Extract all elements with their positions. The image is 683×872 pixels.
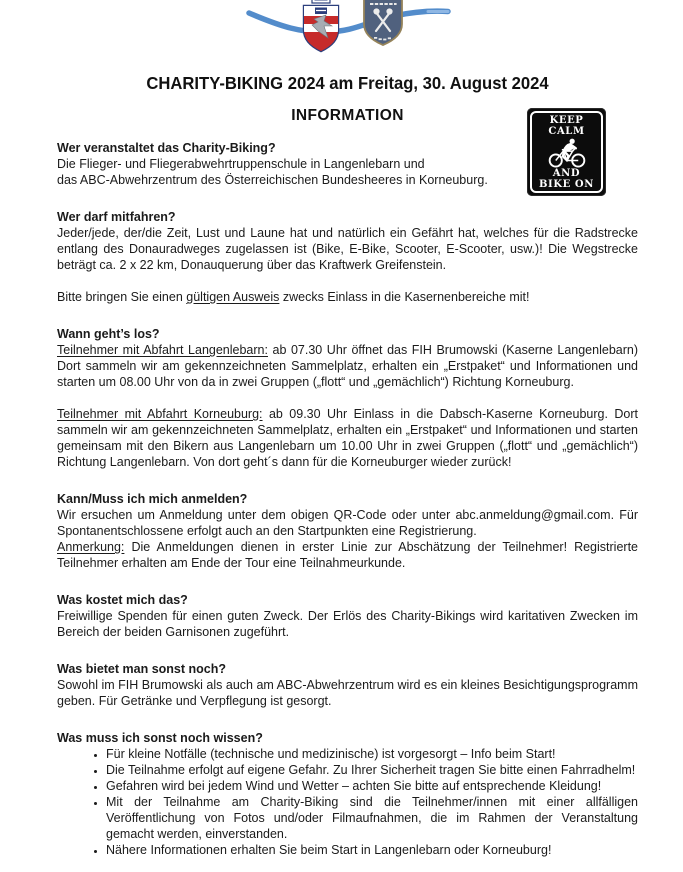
section-heading: Wer veranstaltet das Charity-Biking? <box>57 141 276 155</box>
bullet-item: • Gefahren wird bei jedem Wind und Wetter – achten Sie bitte auf entsprechende Kleidung! <box>106 778 638 794</box>
section-kosten <box>57 592 638 640</box>
text-run: ab 07.30 Uhr öffnet das FIH Brumowski (Kaserne Langenlebarn) Dort sammeln wir am gekennzeichneten Sammelplatz, erhalten ein „Erstpaket“ und Informationen und starten um 08.00 Uhr von da in zwei Gruppen („flott“ und „gemächlich“) Richtung Korneuburg. <box>57 343 638 389</box>
section-heading: Kann/Muss ich mich anmelden? <box>57 492 248 506</box>
section-heading: Was muss ich sonst noch wissen? <box>57 731 263 745</box>
paragraph: Sowohl im FIH Brumowski als auch am ABC-Abwehrzentrum wird es ein kleines Besichtigungsprogramm geben. Für Getränke und Verpflegung ist gesorgt. <box>57 678 638 708</box>
text-run: zwecks Einlass in die Kasernenbereiche mit! <box>279 290 530 304</box>
paragraph <box>57 156 638 188</box>
badge-text-bike-on: BIKE ON <box>539 178 594 190</box>
badge-text-and: AND <box>552 168 581 179</box>
text-line: Die Flieger- und Fliegerabwehrtruppenschule in Langenlebarn und <box>57 157 425 171</box>
bullet-item: • Mit der Teilnahme am Charity-Biking sind die Teilnehmer/innen mit einer allfälligen Veröffentlichung von Fotos und/oder Filmaufnahmen, die im Rahmen der Veranstaltung gemacht werden, einverstanden. <box>106 794 638 842</box>
section-sonstiges <box>57 730 638 858</box>
section-veranstalter <box>57 140 638 188</box>
section-heading: Was kostet mich das? <box>57 593 188 607</box>
paragraph: Jeder/jede, der/die Zeit, Lust und Laune hat und natürlich ein Gefährt hat, welches für die Radstrecke entlang des Donauradweges zugelassen ist (Bike, E-Bike, Scooter, E-Scooter, usw.)! Die Wegstrecke beträgt ca. 2 x 22 km, Donauquerung über das Kraftwerk Greifenstein. <box>57 226 638 272</box>
section-mitfahren <box>57 209 638 305</box>
bullet-item: • Für kleine Notfälle (technische und medizinische) ist vorgesorgt – Info beim Start! <box>106 746 638 762</box>
underlined-lead: Anmerkung: <box>57 540 125 554</box>
underlined-lead: Teilnehmer mit Abfahrt Korneuburg: <box>57 407 263 421</box>
paragraph: Freiwillige Spenden für einen guten Zweck. Der Erlös des Charity-Bikings wird karitativen Zwecken im Bereich der beiden Garnisonen zugeführt. <box>57 609 638 639</box>
document-body <box>57 0 638 858</box>
paragraph <box>57 342 638 390</box>
text-run: Bitte bringen Sie einen <box>57 290 187 304</box>
section-heading: Was bietet man sonst noch? <box>57 662 227 676</box>
paragraph <box>57 289 638 305</box>
paragraph <box>57 539 638 571</box>
underlined-lead: Teilnehmer mit Abfahrt Langenlebarn: <box>57 343 268 357</box>
paragraph: Wir ersuchen um Anmeldung unter dem obigen QR-Code oder unter abc.anmeldung@gmail.com. Für Spontanentschlossene erfolgt auch an den Startpunkten eine Registrierung. <box>57 508 638 538</box>
page-title: CHARITY-BIKING 2024 am Freitag, 30. August 2024 <box>146 73 549 93</box>
page-subtitle: INFORMATION <box>291 107 404 124</box>
badge-text-calm: CALM <box>548 125 585 137</box>
text-line: das ABC-Abwehrzentrum des Österreichischen Bundesheeres in Korneuburg. <box>57 173 488 187</box>
text-run: Die Anmeldungen dienen in erster Linie zur Abschätzung der Teilnehmer! Registrierte Teilnehmer erhalten am Ende der Tour eine Teilnahmeurkunde. <box>57 540 638 570</box>
section-programm <box>57 661 638 709</box>
bullet-item: • Nähere Informationen erhalten Sie beim Start in Langenlebarn oder Korneuburg! <box>106 842 638 858</box>
section-anmeldung <box>57 491 638 571</box>
section-heading: Wer darf mitfahren? <box>57 210 176 224</box>
underlined-text: gültigen Ausweis <box>186 290 280 304</box>
section-heading: Wann geht’s los? <box>57 327 160 341</box>
text-run: ab 09.30 Uhr Einlass in die Dabsch-Kaserne Korneuburg. Dort sammeln wir am gekennzeichneten Sammelplatz, erhalten ein „Erstpaket“ und Informationen und starten gemeinsam mit den Bikern aus Langenlebarn um 10.00 Uhr in zwei Gruppen („flott“ und „gemächlich“) Richtung Langenlebarn. Von dort geht´s dann für die Korneuburger wieder zurück! <box>57 407 638 469</box>
section-abfahrt <box>57 326 638 470</box>
badge-text-keep: KEEP <box>549 115 584 126</box>
bullet-list <box>57 746 638 858</box>
bullet-item: • Die Teilnahme erfolgt auf eigene Gefahr. Zu Ihrer Sicherheit tragen Sie bitte einen Fahrradhelm! <box>106 762 638 778</box>
paragraph <box>57 406 638 470</box>
